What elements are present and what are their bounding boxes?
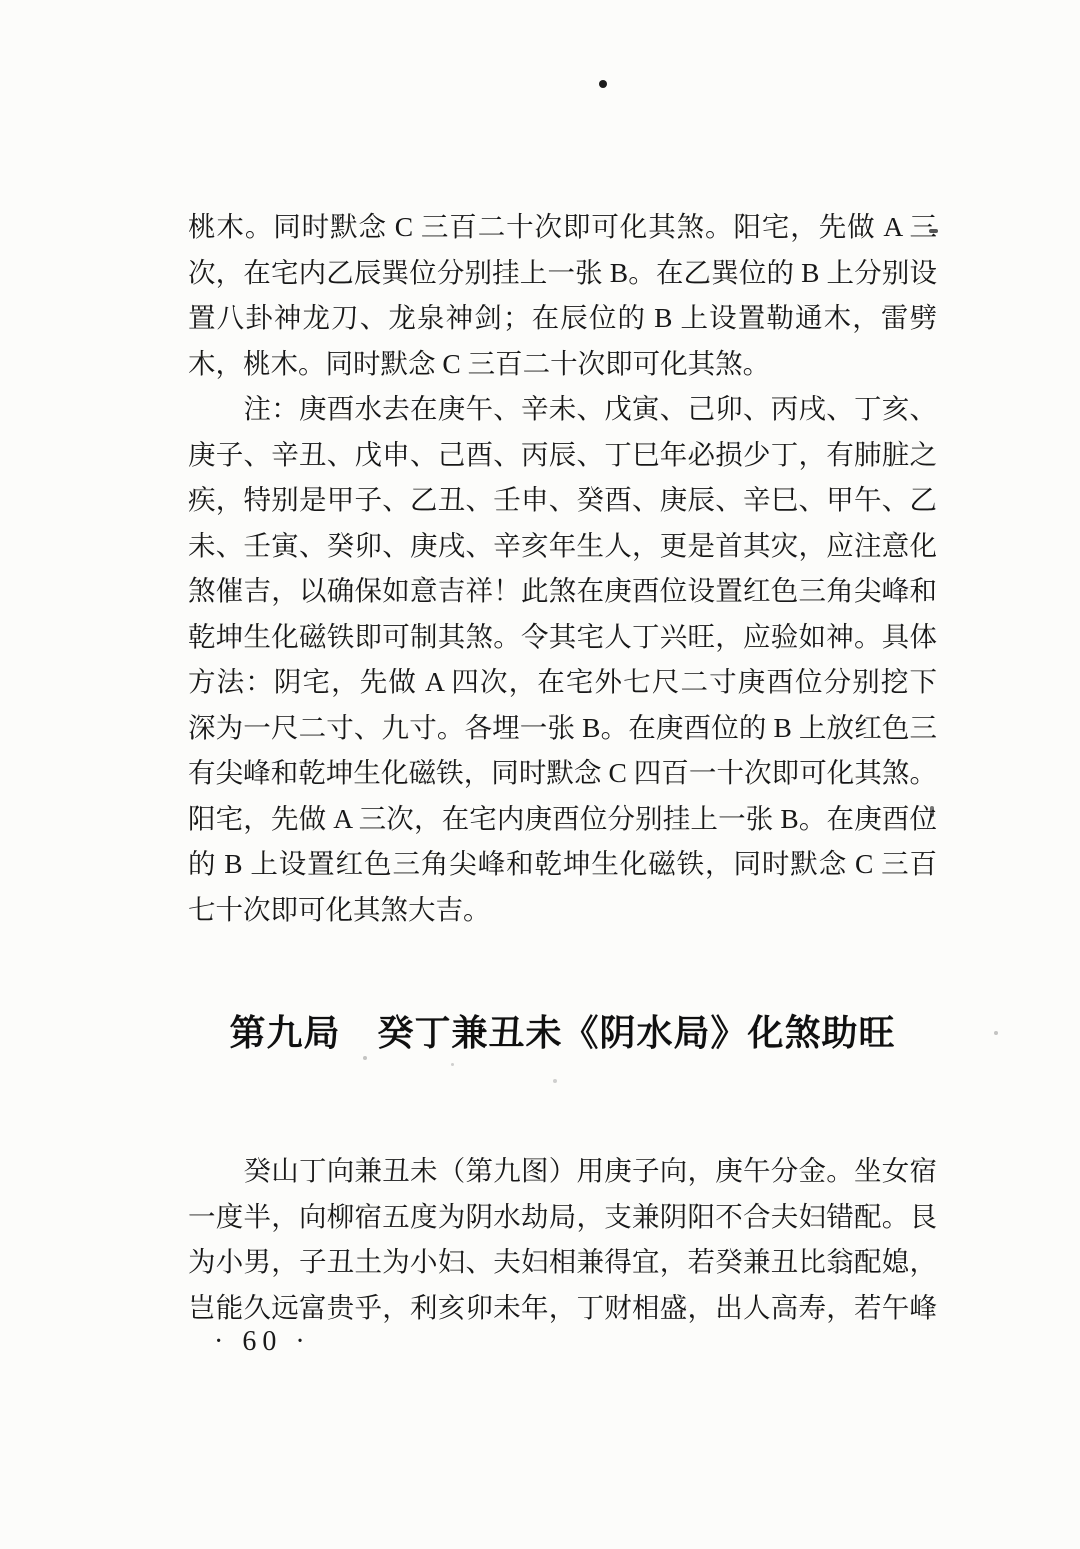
text-line: 次，在宅内乙辰巽位分别挂上一张 B。在乙巽位的 B 上分别设 (188, 256, 937, 288)
text-line: 方法：阴宅，先做 A 四次，在宅外七尺二寸庚酉位分别挖下 (188, 666, 937, 697)
text-line: 为小男，子丑土为小妇、夫妇相兼得宜，若癸兼丑比翁配媳， (188, 1246, 937, 1277)
text-line: 桃木。同时默念 C 三百二十次即可化其煞。阳宅，先做 A 三 (188, 211, 937, 242)
upper-text-block (188, 204, 937, 932)
text-line: 一度半，向柳宿五度为阴水劫局，支兼阴阳不合夫妇错配。艮 (188, 1200, 937, 1232)
page-number: · 60 · (214, 1326, 311, 1357)
paragraph-note (188, 386, 937, 932)
text-line: 阳宅，先做 A 三次，在宅内庚酉位分别挂上一张 B。在庚酉位 (188, 802, 937, 834)
paragraph-section (188, 1148, 937, 1330)
scan-speck (599, 80, 607, 88)
paragraph-continuation (188, 204, 937, 386)
text-line: 岂能久远富贵乎，利亥卯未年，丁财相盛，出人高寿，若午峰 (188, 1291, 937, 1323)
text-line: 的 B 上设置红色三角尖峰和乾坤生化磁铁，同时默念 C 三百 (188, 848, 937, 879)
text-line: 注：庚酉水去在庚午、辛未、戊寅、己卯、丙戌、丁亥、 (188, 393, 937, 424)
text-line: 癸山丁向兼丑未（第九图）用庚子向，庚午分金。坐女宿 (188, 1155, 937, 1186)
text-line: 煞催吉，以确保如意吉祥！此煞在庚酉位设置红色三角尖峰和 (188, 575, 937, 606)
text-line: 乾坤生化磁铁即可制其煞。令其宅人丁兴旺，应验如神。具体 (188, 620, 937, 652)
scan-speck (994, 1031, 998, 1035)
lower-text-block (188, 1148, 937, 1330)
text-line: 置八卦神龙刀、龙泉神剑；在辰位的 B 上设置勒通木，雷劈 (188, 302, 937, 333)
text-line: 疾，特别是甲子、乙丑、壬申、癸酉、庚辰、辛巳、甲午、乙 (188, 484, 937, 515)
scan-speck (553, 1079, 557, 1083)
section-heading: 第九局 癸丁兼丑未《阴水局》化煞助旺 (229, 1013, 896, 1054)
text-line: 未、壬寅、癸卯、庚戌、辛亥年生人，更是首其灾，应注意化 (188, 529, 937, 561)
text-line: 木，桃木。同时默念 C 三百二十次即可化其煞。 (188, 347, 771, 379)
text-line: 庚子、辛丑、戊申、己酉、丙辰、丁巳年必损少丁，有肺脏之 (188, 438, 937, 470)
text-line: 七十次即可化其煞大吉。 (188, 893, 491, 925)
text-line: 深为一尺二寸、九寸。各埋一张 B。在庚酉位的 B 上放红色三 (188, 711, 937, 743)
scan-speck (451, 1063, 454, 1066)
text-line: 有尖峰和乾坤生化磁铁，同时默念 C 四百一十次即可化其煞。 (188, 757, 937, 788)
